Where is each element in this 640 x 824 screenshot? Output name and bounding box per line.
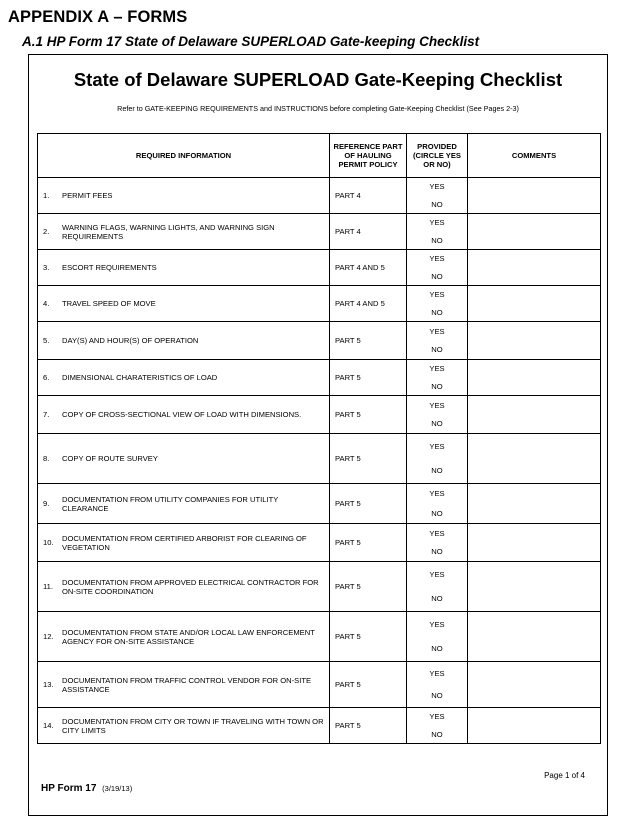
required-info-content — [43, 454, 324, 463]
row-number: 2. — [43, 227, 50, 236]
comments-cell[interactable] — [468, 434, 601, 484]
required-info-text: DAY(S) AND HOUR(S) OF OPERATION — [62, 336, 199, 345]
comments-cell[interactable] — [468, 250, 601, 286]
comments-cell[interactable] — [468, 396, 601, 434]
row-number: 1. — [43, 191, 50, 200]
row-number: 8. — [43, 454, 50, 463]
required-info-content — [43, 676, 324, 694]
header-reference: REFERENCE PART OF HAULING PERMIT POLICY — [330, 134, 407, 178]
reference-cell: PART 4 — [330, 214, 407, 250]
provided-cell — [407, 322, 468, 360]
checklist-row — [38, 360, 601, 396]
yes-option[interactable]: YES — [429, 326, 445, 336]
required-info-text: DOCUMENTATION FROM TRAFFIC CONTROL VENDOR FOR ON-SITE ASSISTANCE — [62, 675, 312, 694]
comments-cell[interactable] — [468, 524, 601, 562]
table-header-row — [38, 134, 601, 178]
provided-options — [412, 612, 462, 661]
checklist-table — [37, 133, 601, 744]
provided-cell — [407, 562, 468, 612]
comments-cell[interactable] — [468, 708, 601, 744]
required-info-text: COPY OF ROUTE SURVEY — [62, 454, 158, 463]
provided-options — [412, 562, 462, 611]
provided-options — [412, 214, 462, 249]
required-info-content — [43, 191, 324, 200]
footer-form-id — [41, 783, 132, 794]
provided-options — [412, 708, 462, 743]
no-option[interactable]: NO — [431, 271, 443, 281]
reference-cell: PART 5 — [330, 360, 407, 396]
no-option[interactable]: NO — [431, 199, 443, 209]
required-info-cell — [38, 360, 330, 396]
form-title: State of Delaware SUPERLOAD Gate-Keeping Checklist — [73, 69, 563, 90]
no-option[interactable]: NO — [431, 644, 443, 654]
comments-cell[interactable] — [468, 286, 601, 322]
required-info-cell — [38, 484, 330, 524]
required-info-text: ESCORT REQUIREMENTS — [62, 263, 157, 272]
required-info-cell — [38, 434, 330, 484]
comments-cell[interactable] — [468, 562, 601, 612]
form-date: (3/19/13) — [102, 784, 133, 793]
checklist-row — [38, 562, 601, 612]
provided-options — [412, 322, 462, 359]
yes-option[interactable]: YES — [429, 569, 445, 579]
provided-options — [412, 250, 462, 285]
reference-cell: PART 5 — [330, 396, 407, 434]
no-option[interactable]: NO — [431, 691, 443, 701]
comments-cell[interactable] — [468, 214, 601, 250]
required-info-text: COPY OF CROSS-SECTIONAL VIEW OF LOAD WITH DIMENSIONS. — [62, 410, 302, 419]
page-number: Page 1 of 4 — [544, 771, 585, 780]
form-id-label: HP Form 17 — [41, 783, 97, 794]
no-option[interactable]: NO — [431, 419, 443, 429]
header-comments: COMMENTS — [468, 134, 601, 178]
comments-cell[interactable] — [468, 322, 601, 360]
required-info-text: DOCUMENTATION FROM CITY OR TOWN IF TRAVELING WITH TOWN OR CITY LIMITS — [62, 716, 324, 735]
no-option[interactable]: NO — [431, 508, 443, 518]
yes-option[interactable]: YES — [429, 290, 445, 300]
form-frame — [28, 54, 608, 816]
no-option[interactable]: NO — [431, 381, 443, 391]
provided-options — [412, 360, 462, 395]
header-required-information: REQUIRED INFORMATION — [38, 134, 330, 178]
row-number: 14. — [43, 721, 54, 730]
yes-option[interactable]: YES — [429, 182, 445, 192]
checklist-row — [38, 662, 601, 708]
checklist-row — [38, 434, 601, 484]
yes-option[interactable]: YES — [429, 364, 445, 374]
reference-cell: PART 5 — [330, 434, 407, 484]
section-heading: A.1 HP Form 17 State of Delaware SUPERLOAD Gate-keeping Checklist — [22, 34, 480, 49]
required-info-cell — [38, 178, 330, 214]
required-info-content — [43, 578, 324, 596]
required-info-cell — [38, 396, 330, 434]
no-option[interactable]: NO — [431, 307, 443, 317]
reference-cell: PART 4 AND 5 — [330, 286, 407, 322]
row-number: 3. — [43, 263, 50, 272]
provided-options — [412, 434, 462, 483]
required-info-cell — [38, 250, 330, 286]
appendix-heading: APPENDIX A – FORMS — [8, 8, 188, 26]
provided-cell — [407, 708, 468, 744]
reference-cell: PART 5 — [330, 524, 407, 562]
yes-option[interactable]: YES — [429, 489, 445, 499]
provided-options — [412, 286, 462, 321]
row-number: 4. — [43, 299, 50, 308]
provided-cell — [407, 178, 468, 214]
reference-cell: PART 5 — [330, 708, 407, 744]
row-number: 10. — [43, 538, 54, 547]
required-info-text: DOCUMENTATION FROM UTILITY COMPANIES FOR UTILITY CLEARANCE — [62, 494, 279, 513]
provided-cell — [407, 612, 468, 662]
required-info-cell — [38, 562, 330, 612]
checklist-row — [38, 322, 601, 360]
provided-cell — [407, 662, 468, 708]
required-info-cell — [38, 286, 330, 322]
reference-cell: PART 5 — [330, 612, 407, 662]
checklist-row — [38, 484, 601, 524]
provided-options — [412, 662, 462, 707]
provided-cell — [407, 524, 468, 562]
required-info-text: DOCUMENTATION FROM CERTIFIED ARBORIST FOR CLEARING OF VEGETATION — [62, 533, 307, 552]
required-info-cell — [38, 524, 330, 562]
checklist-row — [38, 612, 601, 662]
reference-cell: PART 5 — [330, 322, 407, 360]
checklist-row — [38, 708, 601, 744]
comments-cell[interactable] — [468, 178, 601, 214]
provided-cell — [407, 286, 468, 322]
provided-cell — [407, 434, 468, 484]
required-info-content — [43, 373, 324, 382]
provided-cell — [407, 214, 468, 250]
comments-cell[interactable] — [468, 662, 601, 708]
yes-option[interactable]: YES — [429, 254, 445, 264]
reference-cell: PART 4 AND 5 — [330, 250, 407, 286]
checklist-row — [38, 250, 601, 286]
required-info-content — [43, 263, 324, 272]
header-provided: PROVIDED (CIRCLE YES OR NO) — [407, 134, 468, 178]
row-number: 9. — [43, 499, 50, 508]
checklist-row — [38, 524, 601, 562]
comments-cell[interactable] — [468, 612, 601, 662]
reference-cell: PART 5 — [330, 662, 407, 708]
row-number: 6. — [43, 373, 50, 382]
row-number: 12. — [43, 632, 54, 641]
provided-options — [412, 396, 462, 433]
form-instructions-note: Refer to GATE-KEEPING REQUIREMENTS and INSTRUCTIONS before completing Gate-Keeping Checklist (See Pages 2-3) — [117, 104, 519, 113]
provided-cell — [407, 250, 468, 286]
no-option[interactable]: NO — [431, 345, 443, 355]
required-info-content — [43, 336, 324, 345]
required-info-content — [43, 534, 324, 552]
checklist-row — [38, 214, 601, 250]
no-option[interactable]: NO — [431, 547, 443, 557]
yes-option[interactable]: YES — [429, 400, 445, 410]
yes-option[interactable]: YES — [429, 668, 445, 678]
row-number: 5. — [43, 336, 50, 345]
provided-cell — [407, 396, 468, 434]
yes-option[interactable]: YES — [429, 441, 445, 451]
provided-cell — [407, 484, 468, 524]
no-option[interactable]: NO — [431, 594, 443, 604]
required-info-cell — [38, 708, 330, 744]
required-info-content — [43, 223, 324, 241]
required-info-text: TRAVEL SPEED OF MOVE — [62, 299, 156, 308]
provided-options — [412, 484, 462, 523]
required-info-text: WARNING FLAGS, WARNING LIGHTS, AND WARNING SIGN REQUIREMENTS — [62, 222, 275, 241]
required-info-cell — [38, 214, 330, 250]
required-info-content — [43, 495, 324, 513]
yes-option[interactable]: YES — [429, 218, 445, 228]
required-info-text: DOCUMENTATION FROM APPROVED ELECTRICAL CONTRACTOR FOR ON-SITE COORDINATION — [62, 577, 319, 596]
checklist-row — [38, 178, 601, 214]
reference-cell: PART 5 — [330, 484, 407, 524]
required-info-content — [43, 410, 324, 419]
required-info-content — [43, 628, 324, 646]
reference-cell: PART 4 — [330, 178, 407, 214]
checklist-row — [38, 286, 601, 322]
checklist-row — [38, 396, 601, 434]
yes-option[interactable]: YES — [429, 712, 445, 722]
no-option[interactable]: NO — [431, 235, 443, 245]
checklist-body — [38, 178, 601, 744]
row-number: 7. — [43, 410, 50, 419]
required-info-text: DIMENSIONAL CHARATERISTICS OF LOAD — [62, 373, 218, 382]
provided-options — [412, 178, 462, 213]
required-info-cell — [38, 322, 330, 360]
comments-cell[interactable] — [468, 360, 601, 396]
required-info-text: PERMIT FEES — [62, 191, 113, 200]
provided-options — [412, 524, 462, 561]
comments-cell[interactable] — [468, 484, 601, 524]
no-option[interactable]: NO — [431, 729, 443, 739]
required-info-text: DOCUMENTATION FROM STATE AND/OR LOCAL LAW ENFORCEMENT AGENCY FOR ON-SITE ASSISTANCE — [62, 627, 315, 646]
row-number: 11. — [43, 582, 53, 591]
required-info-content — [43, 299, 324, 308]
row-number: 13. — [43, 680, 54, 689]
no-option[interactable]: NO — [431, 466, 443, 476]
reference-cell: PART 5 — [330, 562, 407, 612]
provided-cell — [407, 360, 468, 396]
yes-option[interactable]: YES — [429, 619, 445, 629]
required-info-content — [43, 717, 324, 735]
required-info-cell — [38, 612, 330, 662]
required-info-cell — [38, 662, 330, 708]
yes-option[interactable]: YES — [429, 528, 445, 538]
